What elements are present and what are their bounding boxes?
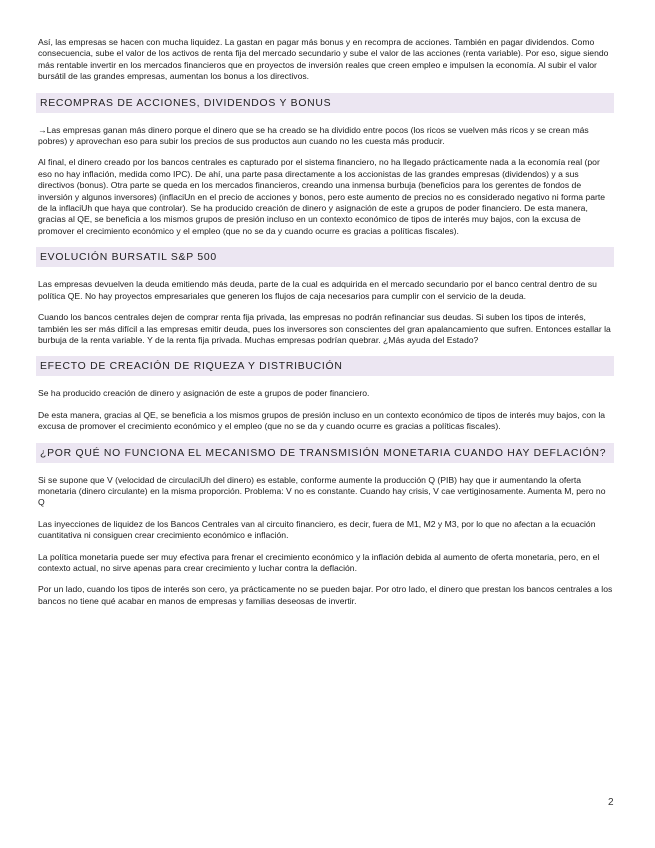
document-body xyxy=(38,37,614,617)
paragraph: Las empresas devuelven la deuda emitiendo más deuda, parte de la cual es adquirida en el mercado secundario por el banco central dentro de su política QE. No hay proyectos empresariales que generen los flujos de caja necesarios para cumplir con el servicio de la deuda. xyxy=(38,279,597,301)
paragraph: La política monetaria puede ser muy efectiva para frenar el crecimiento económico y la inflación debida al aumento de oferta monetaria, pero, en el contexto actual, no sirve apenas para crear crecimiento y luchar contra la deflación. xyxy=(38,551,600,573)
section-heading-evolucion-bursatil: EVOLUCIÓN BURSATIL S&P 500 xyxy=(36,247,614,267)
paragraph: Cuando los bancos centrales dejen de comprar renta fija privada, las empresas no podrán refinanciar sus deudas. Si suben los tipos de interés, también les ser más difícil a las empresas emitir deuda, pues los inversores son conscientes del gran apalancamiento que sufren. Entonces estallar la burbuja de la renta variable. Y de la renta fija privada. Muchas empresas podrían quebrar. ¿Más ayuda del Estado? xyxy=(38,312,611,345)
page-number: 2 xyxy=(608,797,614,808)
section-heading-recompras: RECOMPRAS DE ACCIONES, DIVIDENDOS Y BONUS xyxy=(36,93,614,113)
paragraph: De esta manera, gracias al QE, se beneficia a los mismos grupos de presión incluso en un contexto económico de tipos de interés muy bajos, con la excusa de promover el crecimiento económico y el empleo (que no se da y cuando ocurre es gracias a políticas fiscales). xyxy=(38,409,606,432)
paragraph: Si se supone que V (velocidad de circulaciUh del dinero) es estable, conforme aumente la producción Q (PIB) hay que ir aumentando la oferta monetaria (dinero circulante) en la misma proporción. Problema: V no es constante. Cuando hay crisis, V cae vertiginosamente. Aumenta M, pero no Q xyxy=(38,474,606,508)
paragraph: Al final, el dinero creado por los bancos centrales es capturado por el sistema financiero, no ha llegado prácticamente nada a la economía real (por eso no hay inflación, medida como IPC). De ahí, una parte pasa directamente a los accionistas de las grandes empresas (dividendos) y a sus directivos (bonus). Otra parte se queda en los mercados financieros, creando una inmensa burbuja (beneficios para los gerentes de fondos de inversión y algunos inversores) (inflaciUn en el precio de acciones y bonos, pero este aumento de precios no es considerado negativo ni forma parte de la inflaciUh que haya que controlar). Se ha producido creación de dinero y asignación de este a grupos de poder financiero. De esta manera, gracias al QE, se beneficia a los mismos grupos de presión incluso en un contexto económico de tipos de interés muy bajos, con la excusa de promover el crecimiento económico y el empleo (que no se da y cuando ocurre es gracias a políticas fiscales). xyxy=(38,157,606,236)
paragraph: Las inyecciones de liquidez de los Bancos Centrales van al circuito financiero, es decir, fuera de M1, M2 y M3, por lo que no afectan a la ecuación cuantitativa ni consiguen crear crecimiento económico e inflación. xyxy=(38,518,596,541)
paragraph: Se ha producido creación de dinero y asignación de este a grupos de poder financiero. xyxy=(38,388,370,399)
section-heading-transmision-monetaria: ¿POR QUÉ NO FUNCIONA EL MECANISMO DE TRANSMISIÓN MONETARIA CUANDO HAY DEFLACIÓN? xyxy=(36,443,614,463)
section-heading-efecto-riqueza: EFECTO DE CREACIÓN DE RIQUEZA Y DISTRIBUCIÓN xyxy=(36,356,614,376)
paragraph: →Las empresas ganan más dinero porque el dinero que se ha creado se ha dividido entre pocos (los ricos se vuelven más ricos y se crean más pobres) y aprovechan eso para subir los precios de sus productos aun cuando no les cuesta más producir. xyxy=(38,124,589,147)
paragraph: Por un lado, cuando los tipos de interés son cero, ya prácticamente no se pueden bajar. Por otro lado, el dinero que prestan los bancos centrales a los bancos no tiene qué acabar en manos de empresas y familias deseosas de invertir. xyxy=(38,584,613,606)
intro-paragraph: Así, las empresas se hacen con mucha liquidez. La gastan en pagar más bonus y en recompra de acciones. También en pagar dividendos. Como consecuencia, sube el valor de los activos de renta fija del mercado secundario y sube el valor de las acciones (renta variable). Por eso, sigue siendo más rentable invertir en los mercados financieros que en proyectos de inversión reales que creen empleo e impulsen la economía. Al subir el valor bursátil de las grandes empresas, aumentan los bonus a los directivos. xyxy=(38,37,609,82)
